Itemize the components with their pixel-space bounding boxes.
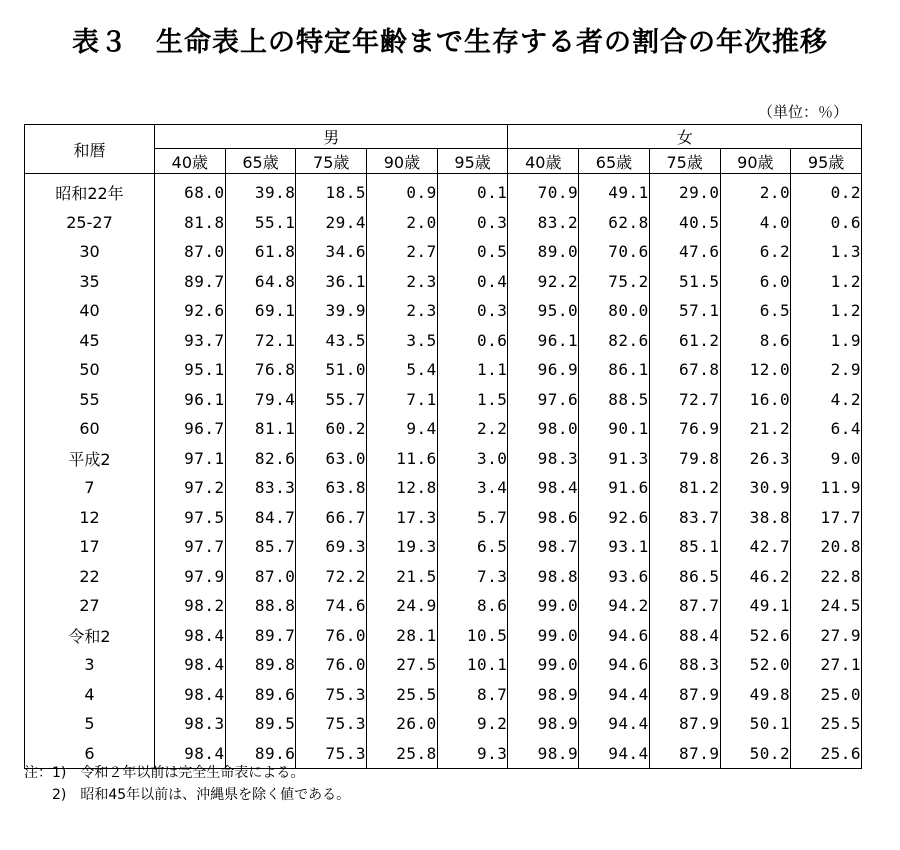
- value-cell: 98.9: [508, 709, 579, 739]
- age-header: 75歳: [649, 149, 720, 174]
- table-row: [25, 709, 862, 739]
- value-cell: 9.0: [830, 448, 861, 468]
- age-header: 95歳: [791, 149, 862, 174]
- page-title: 表３ 生命表上の特定年齢まで生存する者の割合の年次推移: [72, 27, 828, 58]
- value-cell: 97.7: [155, 532, 226, 562]
- table-row: [25, 591, 862, 621]
- value-cell: 55.1: [225, 208, 296, 238]
- value-cell: 22.8: [820, 566, 861, 586]
- value-cell: 49.1: [579, 174, 650, 208]
- era-cell: 3: [25, 650, 155, 680]
- era-cell: 12: [25, 503, 155, 533]
- value-cell: 75.3: [296, 709, 367, 739]
- value-cell: 25.6: [820, 743, 861, 763]
- table-row: [25, 473, 862, 503]
- value-cell: 72.7: [649, 385, 720, 415]
- value-cell: 76.0: [296, 650, 367, 680]
- value-cell: 89.6: [225, 680, 296, 710]
- value-cell: 83.2: [508, 208, 579, 238]
- value-cell: 6.0: [720, 267, 791, 297]
- value-cell: 2.3: [367, 296, 438, 326]
- value-cell: 24.9: [367, 591, 438, 621]
- table-row: [25, 621, 862, 651]
- value-cell: 19.3: [367, 532, 438, 562]
- value-cell: 3.4: [437, 473, 508, 503]
- value-cell: 89.7: [155, 267, 226, 297]
- value-cell: 94.4: [579, 680, 650, 710]
- value-cell: 79.4: [225, 385, 296, 415]
- value-cell: 89.7: [225, 621, 296, 651]
- value-cell: 99.0: [508, 621, 579, 651]
- age-header: 65歳: [579, 149, 650, 174]
- value-cell: 94.2: [579, 591, 650, 621]
- value-cell: 88.3: [649, 650, 720, 680]
- table-row: [25, 385, 862, 415]
- era-cell: 令和2: [25, 621, 155, 651]
- table-row: [25, 532, 862, 562]
- value-cell: 93.1: [579, 532, 650, 562]
- value-cell: 1.2: [830, 271, 861, 291]
- value-cell: 98.6: [508, 503, 579, 533]
- value-cell: 82.6: [579, 326, 650, 356]
- value-cell: 49.1: [720, 591, 791, 621]
- value-cell: 52.6: [720, 621, 791, 651]
- value-cell: 75.2: [579, 267, 650, 297]
- value-cell: 25.0: [820, 684, 861, 704]
- value-cell: 9.3: [437, 739, 508, 769]
- value-cell: 94.4: [579, 739, 650, 769]
- table-row: [25, 174, 862, 208]
- value-cell: 7.1: [367, 385, 438, 415]
- value-cell: 96.7: [155, 414, 226, 444]
- era-cell: 7: [25, 473, 155, 503]
- age-header: 95歳: [437, 149, 508, 174]
- value-cell: 39.9: [296, 296, 367, 326]
- value-cell: 4.2: [830, 389, 861, 409]
- value-cell: 87.9: [649, 680, 720, 710]
- value-cell: 3.0: [437, 444, 508, 474]
- value-cell: 5.7: [437, 503, 508, 533]
- value-cell: 98.2: [155, 591, 226, 621]
- table-row: [25, 296, 862, 326]
- footnotes: [24, 762, 350, 806]
- value-cell: 12.8: [367, 473, 438, 503]
- value-cell: 2.3: [367, 267, 438, 297]
- value-cell: 2.7: [367, 237, 438, 267]
- era-header: 和暦: [25, 125, 155, 174]
- table-row: [25, 414, 862, 444]
- value-cell: 0.9: [367, 174, 438, 208]
- value-cell: 29.0: [649, 174, 720, 208]
- value-cell: 66.7: [296, 503, 367, 533]
- value-cell: 8.7: [437, 680, 508, 710]
- value-cell: 2.2: [437, 414, 508, 444]
- value-cell: 17.7: [820, 507, 861, 527]
- era-cell: 35: [25, 267, 155, 297]
- value-cell: 93.7: [155, 326, 226, 356]
- era-cell: 30: [25, 237, 155, 267]
- footnote-2: 2) 昭和45年以前は、沖縄県を除く値である。: [24, 787, 351, 803]
- value-cell: 98.8: [508, 562, 579, 592]
- value-cell: 16.0: [720, 385, 791, 415]
- value-cell: 98.4: [155, 650, 226, 680]
- value-cell: 47.6: [649, 237, 720, 267]
- value-cell: 80.0: [579, 296, 650, 326]
- value-cell: 1.9: [830, 330, 861, 350]
- value-cell: 4.0: [720, 208, 791, 238]
- value-cell: 69.3: [296, 532, 367, 562]
- value-cell: 2.0: [720, 174, 791, 208]
- value-cell: 88.4: [649, 621, 720, 651]
- value-cell: 93.6: [579, 562, 650, 592]
- value-cell: 9.4: [367, 414, 438, 444]
- era-cell: 6: [25, 739, 155, 769]
- era-cell: 60: [25, 414, 155, 444]
- value-cell: 51.0: [296, 355, 367, 385]
- value-cell: 43.5: [296, 326, 367, 356]
- value-cell: 3.5: [367, 326, 438, 356]
- value-cell: 27.1: [820, 655, 861, 675]
- table-row: [25, 503, 862, 533]
- value-cell: 0.4: [437, 267, 508, 297]
- value-cell: 99.0: [508, 650, 579, 680]
- value-cell: 64.8: [225, 267, 296, 297]
- value-cell: 1.3: [830, 242, 861, 262]
- era-cell: 50: [25, 355, 155, 385]
- female-header: 女: [508, 125, 862, 149]
- value-cell: 98.4: [508, 473, 579, 503]
- era-cell: 45: [25, 326, 155, 356]
- value-cell: 96.1: [155, 385, 226, 415]
- value-cell: 7.3: [437, 562, 508, 592]
- unit-label: （単位：％）: [757, 103, 848, 121]
- age-header: 65歳: [225, 149, 296, 174]
- era-cell: 27: [25, 591, 155, 621]
- value-cell: 62.8: [579, 208, 650, 238]
- value-cell: 97.2: [155, 473, 226, 503]
- value-cell: 0.1: [437, 174, 508, 208]
- value-cell: 17.3: [367, 503, 438, 533]
- age-header: 75歳: [296, 149, 367, 174]
- value-cell: 87.7: [649, 591, 720, 621]
- value-cell: 0.3: [437, 208, 508, 238]
- value-cell: 26.0: [367, 709, 438, 739]
- value-cell: 69.1: [225, 296, 296, 326]
- value-cell: 49.8: [720, 680, 791, 710]
- survival-table: [24, 124, 862, 769]
- value-cell: 5.4: [367, 355, 438, 385]
- table-row: [25, 444, 862, 474]
- value-cell: 27.5: [367, 650, 438, 680]
- value-cell: 70.6: [579, 237, 650, 267]
- value-cell: 8.6: [437, 591, 508, 621]
- value-cell: 94.6: [579, 650, 650, 680]
- value-cell: 92.6: [579, 503, 650, 533]
- value-cell: 76.0: [296, 621, 367, 651]
- value-cell: 72.1: [225, 326, 296, 356]
- value-cell: 6.2: [720, 237, 791, 267]
- value-cell: 1.5: [437, 385, 508, 415]
- value-cell: 97.6: [508, 385, 579, 415]
- age-header: 90歳: [720, 149, 791, 174]
- male-header: 男: [155, 125, 508, 149]
- value-cell: 86.1: [579, 355, 650, 385]
- age-header: 90歳: [367, 149, 438, 174]
- value-cell: 21.2: [720, 414, 791, 444]
- era-cell: 25-27: [25, 208, 155, 238]
- value-cell: 40.5: [649, 208, 720, 238]
- age-header: 40歳: [508, 149, 579, 174]
- value-cell: 97.5: [155, 503, 226, 533]
- value-cell: 99.0: [508, 591, 579, 621]
- value-cell: 87.9: [649, 739, 720, 769]
- value-cell: 0.5: [437, 237, 508, 267]
- value-cell: 75.3: [296, 739, 367, 769]
- era-cell: 5: [25, 709, 155, 739]
- table-row: [25, 650, 862, 680]
- value-cell: 84.7: [225, 503, 296, 533]
- value-cell: 98.4: [155, 621, 226, 651]
- value-cell: 81.8: [155, 208, 226, 238]
- value-cell: 89.6: [225, 739, 296, 769]
- value-cell: 61.2: [649, 326, 720, 356]
- value-cell: 63.0: [296, 444, 367, 474]
- value-cell: 68.0: [155, 174, 226, 208]
- value-cell: 95.1: [155, 355, 226, 385]
- value-cell: 38.8: [720, 503, 791, 533]
- value-cell: 88.5: [579, 385, 650, 415]
- era-cell: 40: [25, 296, 155, 326]
- footnote-1: 注：1) 令和２年以前は完全生命表による。: [24, 765, 305, 781]
- value-cell: 36.1: [296, 267, 367, 297]
- value-cell: 61.8: [225, 237, 296, 267]
- value-cell: 87.0: [225, 562, 296, 592]
- value-cell: 89.0: [508, 237, 579, 267]
- value-cell: 9.2: [437, 709, 508, 739]
- value-cell: 25.5: [367, 680, 438, 710]
- value-cell: 85.7: [225, 532, 296, 562]
- value-cell: 83.7: [649, 503, 720, 533]
- value-cell: 12.0: [720, 355, 791, 385]
- value-cell: 1.2: [830, 301, 861, 321]
- value-cell: 11.6: [367, 444, 438, 474]
- value-cell: 98.4: [155, 739, 226, 769]
- value-cell: 25.5: [820, 714, 861, 734]
- value-cell: 67.8: [649, 355, 720, 385]
- value-cell: 1.1: [437, 355, 508, 385]
- value-cell: 39.8: [225, 174, 296, 208]
- value-cell: 74.6: [296, 591, 367, 621]
- value-cell: 6.4: [830, 419, 861, 439]
- value-cell: 55.7: [296, 385, 367, 415]
- value-cell: 26.3: [720, 444, 791, 474]
- value-cell: 2.0: [367, 208, 438, 238]
- value-cell: 10.1: [437, 650, 508, 680]
- value-cell: 27.9: [820, 625, 861, 645]
- value-cell: 76.9: [649, 414, 720, 444]
- table-row: [25, 562, 862, 592]
- value-cell: 98.3: [155, 709, 226, 739]
- value-cell: 83.3: [225, 473, 296, 503]
- value-cell: 20.8: [820, 537, 861, 557]
- value-cell: 79.8: [649, 444, 720, 474]
- value-cell: 98.9: [508, 680, 579, 710]
- value-cell: 0.6: [437, 326, 508, 356]
- table-row: [25, 355, 862, 385]
- value-cell: 89.8: [225, 650, 296, 680]
- era-cell: 4: [25, 680, 155, 710]
- value-cell: 25.8: [367, 739, 438, 769]
- era-cell: 17: [25, 532, 155, 562]
- value-cell: 97.1: [155, 444, 226, 474]
- era-cell: 平成2: [25, 444, 155, 474]
- value-cell: 0.3: [437, 296, 508, 326]
- value-cell: 50.1: [720, 709, 791, 739]
- value-cell: 51.5: [649, 267, 720, 297]
- value-cell: 90.1: [579, 414, 650, 444]
- value-cell: 85.1: [649, 532, 720, 562]
- value-cell: 98.4: [155, 680, 226, 710]
- value-cell: 57.1: [649, 296, 720, 326]
- value-cell: 70.9: [508, 174, 579, 208]
- table-row: [25, 208, 862, 238]
- table-row: [25, 237, 862, 267]
- value-cell: 18.5: [296, 174, 367, 208]
- value-cell: 6.5: [437, 532, 508, 562]
- value-cell: 96.1: [508, 326, 579, 356]
- value-cell: 94.6: [579, 621, 650, 651]
- value-cell: 98.7: [508, 532, 579, 562]
- value-cell: 46.2: [720, 562, 791, 592]
- value-cell: 60.2: [296, 414, 367, 444]
- value-cell: 91.3: [579, 444, 650, 474]
- value-cell: 6.5: [720, 296, 791, 326]
- value-cell: 75.3: [296, 680, 367, 710]
- value-cell: 8.6: [720, 326, 791, 356]
- value-cell: 11.9: [820, 478, 861, 498]
- value-cell: 89.5: [225, 709, 296, 739]
- value-cell: 76.8: [225, 355, 296, 385]
- value-cell: 50.2: [720, 739, 791, 769]
- age-header: 40歳: [155, 149, 226, 174]
- value-cell: 28.1: [367, 621, 438, 651]
- era-cell: 昭和22年: [25, 174, 155, 208]
- value-cell: 92.6: [155, 296, 226, 326]
- value-cell: 72.2: [296, 562, 367, 592]
- value-cell: 98.9: [508, 739, 579, 769]
- era-cell: 22: [25, 562, 155, 592]
- value-cell: 42.7: [720, 532, 791, 562]
- value-cell: 34.6: [296, 237, 367, 267]
- value-cell: 52.0: [720, 650, 791, 680]
- value-cell: 63.8: [296, 473, 367, 503]
- value-cell: 81.2: [649, 473, 720, 503]
- table-row: [25, 326, 862, 356]
- value-cell: 95.0: [508, 296, 579, 326]
- value-cell: 98.3: [508, 444, 579, 474]
- era-cell: 55: [25, 385, 155, 415]
- table-row: [25, 267, 862, 297]
- value-cell: 94.4: [579, 709, 650, 739]
- value-cell: 97.9: [155, 562, 226, 592]
- value-cell: 82.6: [225, 444, 296, 474]
- value-cell: 91.6: [579, 473, 650, 503]
- value-cell: 87.0: [155, 237, 226, 267]
- value-cell: 0.6: [830, 212, 861, 232]
- value-cell: 29.4: [296, 208, 367, 238]
- value-cell: 0.2: [830, 183, 861, 203]
- value-cell: 81.1: [225, 414, 296, 444]
- value-cell: 30.9: [720, 473, 791, 503]
- value-cell: 24.5: [820, 596, 861, 616]
- value-cell: 92.2: [508, 267, 579, 297]
- value-cell: 86.5: [649, 562, 720, 592]
- value-cell: 21.5: [367, 562, 438, 592]
- value-cell: 2.9: [830, 360, 861, 380]
- table-row: [25, 680, 862, 710]
- value-cell: 96.9: [508, 355, 579, 385]
- value-cell: 87.9: [649, 709, 720, 739]
- value-cell: 88.8: [225, 591, 296, 621]
- value-cell: 98.0: [508, 414, 579, 444]
- value-cell: 10.5: [437, 621, 508, 651]
